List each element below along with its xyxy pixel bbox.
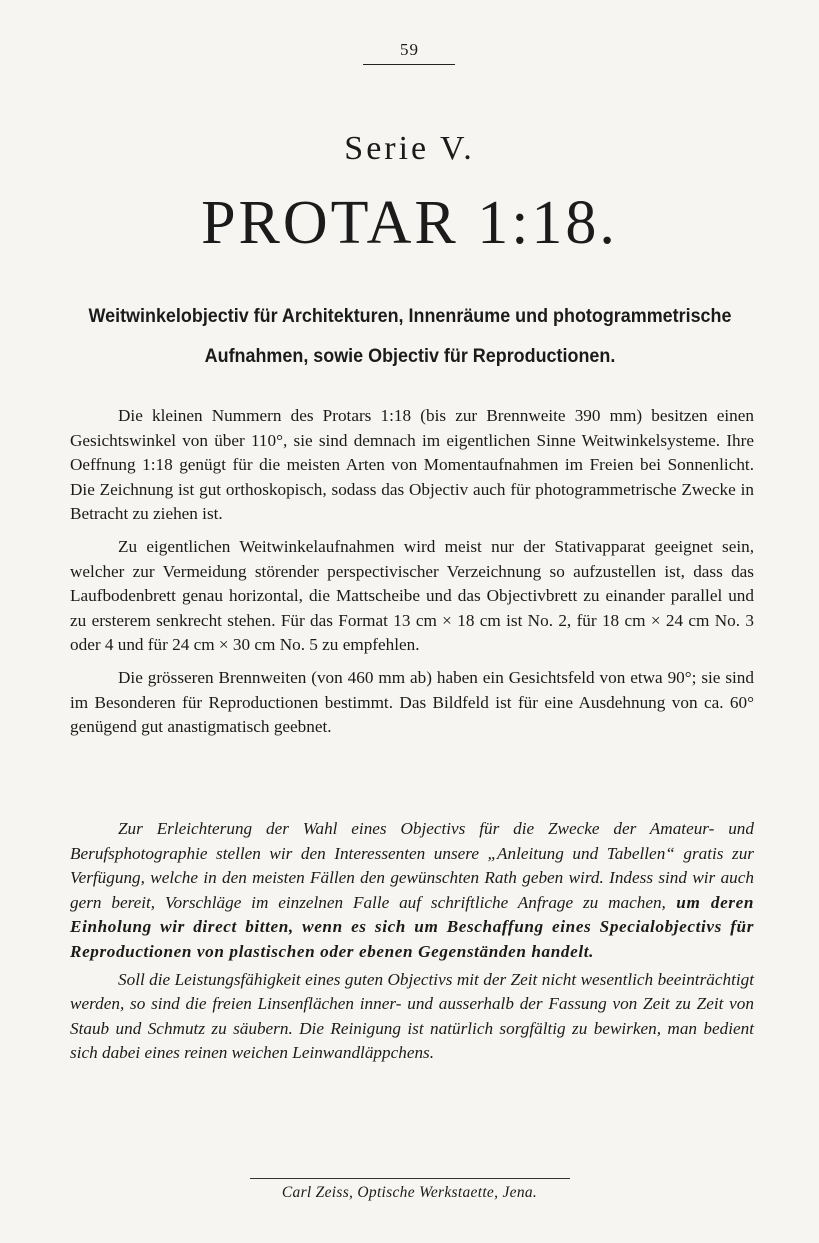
paragraph: Zu eigentlichen Weitwinkelaufnahmen wird meist nur der Stativapparat geeignet sein, welcher zur Vermeidung störender perspectivischer Verzeichnung so aufzustellen ist, dass das Laufbodenbrett genau horizontal, die Mattscheibe und das Objectivbrett zu einander parallel und zu ersterem senkrecht stehen. Für das Format 13 cm × 18 cm ist No. 2, für 18 cm × 24 cm No. 3 oder 4 und für 24 cm × 30 cm No. 5 zu empfehlen. <box>70 536 754 655</box>
page-number-rule <box>363 64 455 65</box>
note-emphasis: um deren Einholung wir direct bitten, wenn es sich um Beschaffung eines Specialobjectivs für Reproductionen von plastischen oder ebenen Gegenständen handelt. <box>70 892 754 961</box>
body-text <box>70 404 754 748</box>
note-paragraph: Soll die Leistungsfähigkeit eines guten Objectivs mit der Zeit nicht wesentlich beeinträchtigt werden, so sind die freien Linsenflächen inner- und ausserhalb der Fassung von Zeit zu Zeit von Staub und Schmutz zu säubern. Die Reinigung ist natürlich sorgfältig zu bewirken, man bedient sich dabei eines reinen weichen Leinwandläppchens. <box>70 969 754 1063</box>
page-number: 59 <box>400 40 419 59</box>
notes-block <box>70 817 754 1069</box>
series-heading: Serie V. <box>344 130 475 167</box>
page-title: PROTAR 1:18. <box>201 189 618 257</box>
footer-rule <box>250 1178 570 1179</box>
paragraph: Die kleinen Nummern des Protars 1:18 (bis zur Brennweite 390 mm) besitzen einen Gesichtswinkel von über 110°, sie sind demnach im eigentlichen Sinne Weitwinkelsysteme. Ihre Oeffnung 1:18 genügt für die meisten Arten von Momentaufnahmen im Freien bei Sonnenlicht. Die Zeichnung ist gut orthoskopisch, sodass das Objectiv auch für photogrammetrische Zwecke in Betracht zu ziehen ist. <box>70 406 754 524</box>
paragraph: Die grösseren Brennweiten (von 460 mm ab) haben ein Gesichtsfeld von etwa 90°; sie sind im Besonderen für Reproductionen bestimmt. Das Bildfeld ist für eine Ausdehnung von ca. 60° genügend gut anastigmatisch geebnet. <box>70 667 754 737</box>
publisher-footer: Carl Zeiss, Optische Werkstaette, Jena. <box>281 1184 538 1201</box>
note-text: Zur Erleichterung der Wahl eines Objectivs für die Zwecke der Amateur- und Berufsphotographie stellen wir den Interessenten unsere „Anleitung und Tabellen“ gratis zur Verfügung, welche in den meisten Fällen den gewünschten Rath geben wird. Indess sind wir auch gern bereit, Vorschläge im einzelnen Falle auf schriftliche Anfrage zu machen, <box>70 819 754 912</box>
subtitle: Weitwinkelobjectiv für Architekturen, Innenräume und photogrammetrische Aufnahmen, sowie Objectiv für Reproductionen. <box>88 305 732 367</box>
note-paragraph <box>70 817 754 965</box>
